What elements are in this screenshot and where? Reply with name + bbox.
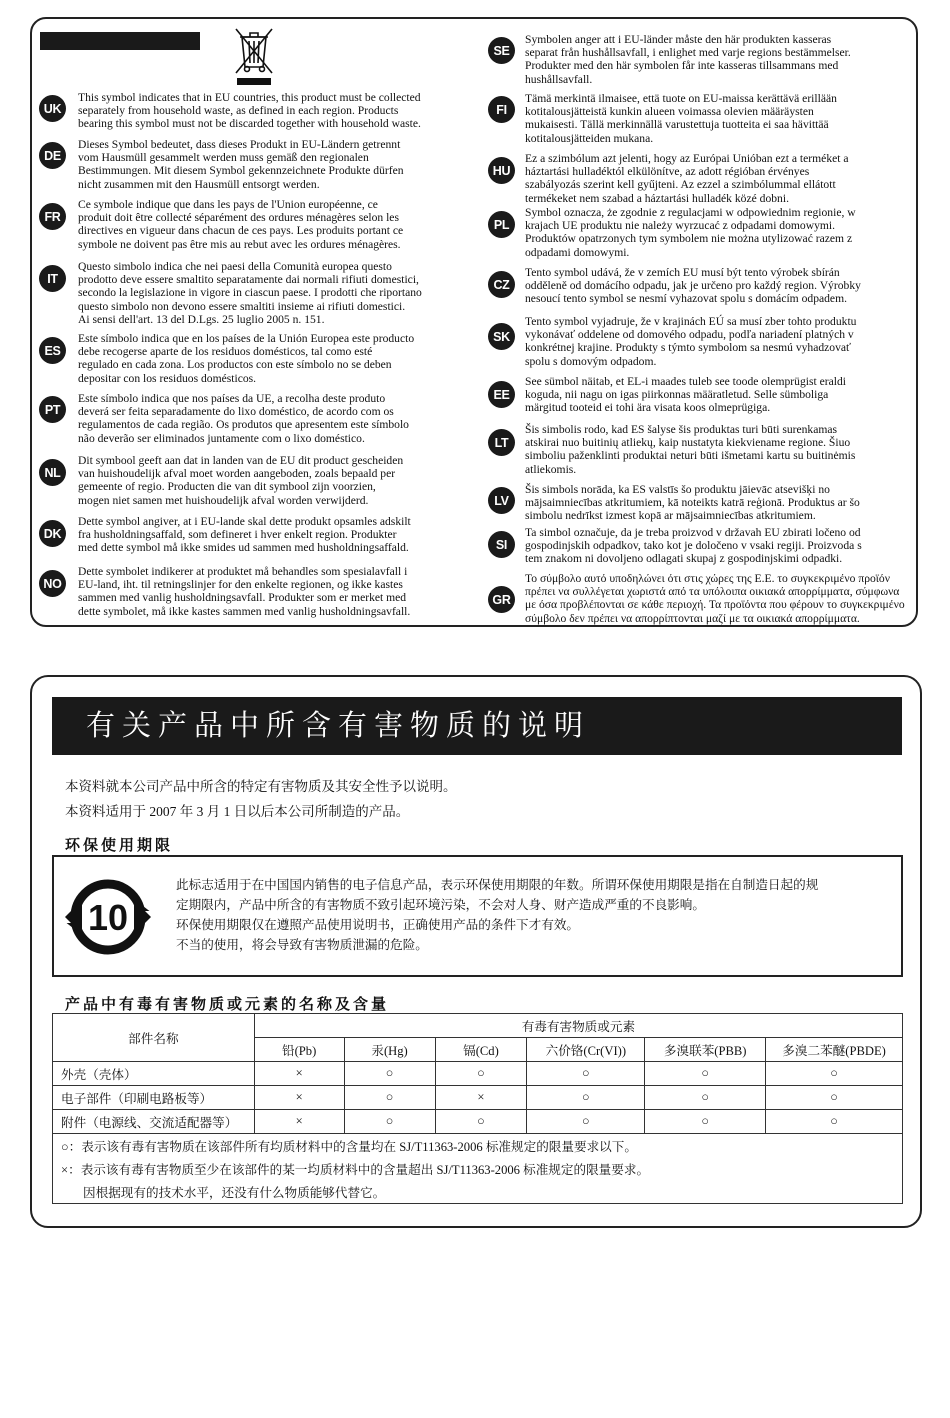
language-code-badge: DK: [39, 520, 66, 547]
language-notice-text: Tento symbol vyjadruje, že v krajinách EÚ sa musí zber tohto produktu vykonávať oddelene od domového odpadu, podľa nariadení platných v konkrétnej krajine. Produkty s týmto symbolom sa nesmú vyhadzovať spolu s domovým odpadom.: [525, 315, 857, 368]
language-code-badge: CZ: [488, 271, 515, 298]
cell-mark: ○: [344, 1110, 435, 1134]
cell-mark: ○: [766, 1062, 903, 1086]
table-row: [53, 1086, 903, 1110]
language-notice-text: Tento symbol udává, že v zemích EU musí být tento výrobek sbírán odděleně od domácího odpadu, jak je určeno pro každý region. Výrobky nesoucí tento symbol se nesmí vyhazovat spolu s domácím odpadem.: [525, 266, 861, 306]
table-row: [53, 1110, 903, 1134]
epup-line: 定期限内，产品中所含的有害物质不致引起环境污染，不会对人身、财产造成严重的不良影响。: [176, 898, 705, 912]
cell-mark: ×: [254, 1062, 344, 1086]
language-notice-text: Ez a szimbólum azt jelenti, hogy az Európai Unióban ezt a terméket a háztartási hulladéktól elkülönítve, az adott régióban érvényes szabályozás szerint kell gyűjteni. Az ezzel a szimbólummal ellátott termékeket nem szabad a háztartási hulladék közé dobni.: [525, 152, 849, 205]
language-code-badge: NL: [39, 459, 66, 486]
language-notice-text: Tämä merkintä ilmaisee, että tuote on EU-maissa kerättävä erillään kotitalousjätteistä kunkin alueen voimassa olevien määräysten mukaisesti. Tällä merkinnällä varustettuja tuotteita ei saa hävittää kotitalousjätteiden mukana.: [525, 92, 837, 145]
language-notice-text: Este símbolo indica que en los países de la Unión Europea este producto debe recogerse aparte de los residuos domésticos, tal como esté regulado en cada zona. Los productos con este símbolo no se deben depositar con los residuos domésticos.: [78, 332, 415, 385]
cell-mark: ○: [527, 1086, 645, 1110]
table-row: [53, 1062, 903, 1086]
language-code-badge: IT: [39, 265, 66, 292]
language-notice-text: This symbol indicates that in EU countries, this product must be collected separately from household waste, as defined in each region. Products bearing this symbol must not be discarded together with household waste.: [78, 91, 421, 131]
language-code-badge: LT: [488, 429, 515, 456]
cell-mark: ○: [435, 1062, 527, 1086]
column-header: 镉(Cd): [435, 1038, 527, 1062]
language-notice-text: Questo simbolo indica che nei paesi della Comunità europea questo prodotto deve essere smaltito separatamente dai normali rifiuti domestici, secondo la legislazione in vigore in ciascun paese. I prodotti che riportano questo simbolo non devono essere smaltiti insieme ai rifiuti domestici. Ai sensi dell'art. 13 del D.Lgs. 25 luglio 2005 n. 151.: [78, 260, 422, 326]
cell-mark: ○: [344, 1062, 435, 1086]
language-notice-text: Το σύμβολο αυτό υποδηλώνει ότι στις χώρες της Ε.Ε. το συγκεκριμένο προϊόν πρέπει να συλλέγεται χωριστά από τα υπόλοιπα οικιακά απορρίμματα, σύμφωνα με όσα προβλέπονται σε κάθε περιοχή. Τα προϊόντα που φέρουν το συγκεκριμένο σύμβολο δεν πρέπει να απορρίπτονται μαζί με τα οικιακά απορρίμματα.: [525, 572, 905, 625]
substance-table-heading: 产品中有毒有害物质或元素的名称及含量: [65, 997, 390, 1013]
china-rohs-box: [30, 675, 922, 1228]
language-code-badge: DE: [39, 142, 66, 169]
column-header: 多溴二苯醚(PBDE): [766, 1038, 903, 1062]
part-name: 电子部件（印刷电路板等）: [53, 1086, 255, 1110]
language-notice-text: See sümbol näitab, et EL-i maades tuleb see toode olemprügist eraldi koguda, nii nagu on igas piirkonnas määratletud. Selle sümboliga märgitud tooteid ei tohi ära visata koos olmeprügiga.: [525, 375, 846, 415]
language-code-badge: FR: [39, 203, 66, 230]
cell-mark: ○: [344, 1086, 435, 1110]
epup-logo-number: 10: [87, 897, 129, 938]
language-code-badge: PT: [39, 396, 66, 423]
language-notice-text: Ta simbol označuje, da je treba proizvod v državah EU zbirati ločeno od gospodinjskih odpadkov, tako kot je določeno v vsaki regiji. Proizvoda s tem znakom ni dovoljeno odlagati skupaj z gospodinjskimi odpadki.: [525, 526, 862, 566]
cell-mark: ○: [766, 1086, 903, 1110]
cell-mark: ○: [527, 1062, 645, 1086]
cell-mark: ○: [645, 1062, 766, 1086]
rohs-title-banner: 有关产品中所含有害物质的说明: [52, 697, 902, 755]
language-notice-text: Symbolen anger att i EU-länder måste den här produkten kasseras separat från hushållsavfall, i enlighet med varje regions bestämmelser. Produkter med den här symbolen får inte kasseras tillsammans med hushållsavfall.: [525, 33, 851, 86]
language-notice-text: Šis simbolis rodo, kad ES šalyse šis produktas turi būti surenkamas atskirai nuo buitinių atliekų, kaip nustatyta kiekviename regione. Šiuo simboliu paženklinti produktai neturi būti išmetami kartu su buitinėmis atliekomis.: [525, 423, 856, 476]
language-notice-text: Dette symbol angiver, at i EU-lande skal dette produkt opsamles adskilt fra husholdningsaffald, som defineret i hver enkelt region. Produkter med dette symbol må ikke smides ud sammen med husholdningsaffald.: [78, 515, 411, 555]
weee-notice-box: [30, 17, 918, 627]
part-name: 外壳（壳体）: [53, 1062, 255, 1086]
cell-mark: ×: [254, 1110, 344, 1134]
epup-line: 此标志适用于在中国国内销售的电子信息产品，表示环保使用期限的年数。所谓环保使用期限是指在自制造日起的规: [176, 878, 819, 892]
language-code-badge: GR: [488, 586, 515, 613]
intro-line-2: 本资料适用于 2007 年 3 月 1 日以后本公司所制造的产品。: [65, 804, 410, 819]
cell-mark: ○: [766, 1110, 903, 1134]
language-code-badge: NO: [39, 570, 66, 597]
crossed-out-wheelie-bin-icon: [232, 25, 276, 87]
intro-line-1: 本资料就本公司产品中所含的特定有害物质及其安全性予以说明。: [65, 779, 457, 794]
cell-mark: ×: [254, 1086, 344, 1110]
epup-description: [176, 875, 886, 955]
language-code-badge: SK: [488, 323, 515, 350]
language-code-badge: SI: [488, 531, 515, 558]
language-code-badge: LV: [488, 487, 515, 514]
column-header: 铅(Pb): [254, 1038, 344, 1062]
table-note: ×：表示该有毒有害物质至少在该部件的某一均质材料中的含量超出 SJ/T11363-2006 标准规定的限量要求。: [53, 1157, 903, 1180]
language-notice-text: Este símbolo indica que nos países da UE, a recolha deste produto deverá ser feita separadamente do lixo doméstico, de acordo com os regulamentos de cada região. Os produtos que apresentem este símbolo não deverão ser eliminados juntamente com o lixo doméstico.: [78, 392, 409, 445]
column-header: 多溴联苯(PBB): [645, 1038, 766, 1062]
cell-mark: ○: [645, 1086, 766, 1110]
column-header: 汞(Hg): [344, 1038, 435, 1062]
language-code-badge: HU: [488, 157, 515, 184]
epup-line: 不当的使用，将会导致有害物质泄漏的危险。: [176, 938, 428, 952]
cell-mark: ○: [435, 1110, 527, 1134]
part-name-header: 部件名称: [53, 1014, 255, 1062]
language-code-badge: EE: [488, 381, 515, 408]
black-label-bar: [40, 32, 200, 50]
hazardous-substance-table: [52, 1013, 903, 1204]
epup-heading: 环保使用期限: [65, 838, 174, 854]
cell-mark: ○: [645, 1110, 766, 1134]
language-notice-text: Šis simbols norāda, ka ES valstīs šo produktu jāievāc atsevišķi no mājsaimniecības atkritumiem, kā noteikts katrā reģionā. Produktus ar šo simbolu nedrīkst izmest kopā ar mājsaimniecības atkritumiem.: [525, 483, 860, 523]
language-code-badge: SE: [488, 37, 515, 64]
language-code-badge: PL: [488, 211, 515, 238]
substance-group-header: 有毒有害物质或元素: [254, 1014, 902, 1038]
cell-mark: ○: [527, 1110, 645, 1134]
epup-10-year-logo-icon: [62, 871, 154, 963]
table-note: 因根据现有的技术水平，还没有什么物质能够代替它。: [53, 1180, 903, 1204]
language-notice-text: Dette symbolet indikerer at produktet må behandles som spesialavfall i EU-land, iht. til retningslinjer for den enkelte regionen, og ikke kastes sammen med vanlig husholdningsavfall. Produkter som er merket med dette symbolet, må ikke kastes sammen med vanlig husholdningsavfall.: [78, 565, 411, 618]
language-notice-text: Dit symbool geeft aan dat in landen van de EU dit product gescheiden van huishoudelijk afval moet worden aangeboden, zoals bepaald per gemeente of regio. Producten die van dit symbool zijn voorzien, mogen niet samen met huishoudelijk afval worden verwijderd.: [78, 454, 404, 507]
language-notice-text: Ce symbole indique que dans les pays de l'Union européenne, ce produit doit être collecté séparément des ordures ménagères selon les directives en vigueur dans chacun de ces pays. Les produits portant ce symbole ne doivent pas être mis au rebut avec les ordures ménagères.: [78, 198, 404, 251]
epup-info-box: [52, 855, 903, 977]
language-notice-text: Dieses Symbol bedeutet, dass dieses Produkt in EU-Ländern getrennt vom Hausmüll gesammelt werden muss gemäß den regionalen Bestimmungen. Mit diesem Symbol gekennzeichnete Produkte dürfen nicht zusammen mit den Hausmüll entsorgt werden.: [78, 138, 404, 191]
language-code-badge: FI: [488, 96, 515, 123]
column-header: 六价铬(Cr(VI)): [527, 1038, 645, 1062]
language-code-badge: UK: [39, 95, 66, 122]
language-notice-text: Symbol oznacza, że zgodnie z regulacjami w odpowiednim regionie, w krajach UE produktu nie należy wyrzucać z odpadami domowymi. Produktów opatrzonych tym symbolem nie można utylizować razem z odpadami domowymi.: [525, 206, 856, 259]
epup-line: 环保使用期限仅在遵照产品使用说明书，正确使用产品的条件下才有效。: [176, 918, 579, 932]
table-note: ○：表示该有毒有害物质在该部件所有均质材料中的含量均在 SJ/T11363-2006 标准规定的限量要求以下。: [53, 1134, 903, 1158]
language-code-badge: ES: [39, 337, 66, 364]
part-name: 附件（电源线、交流适配器等）: [53, 1110, 255, 1134]
cell-mark: ×: [435, 1086, 527, 1110]
